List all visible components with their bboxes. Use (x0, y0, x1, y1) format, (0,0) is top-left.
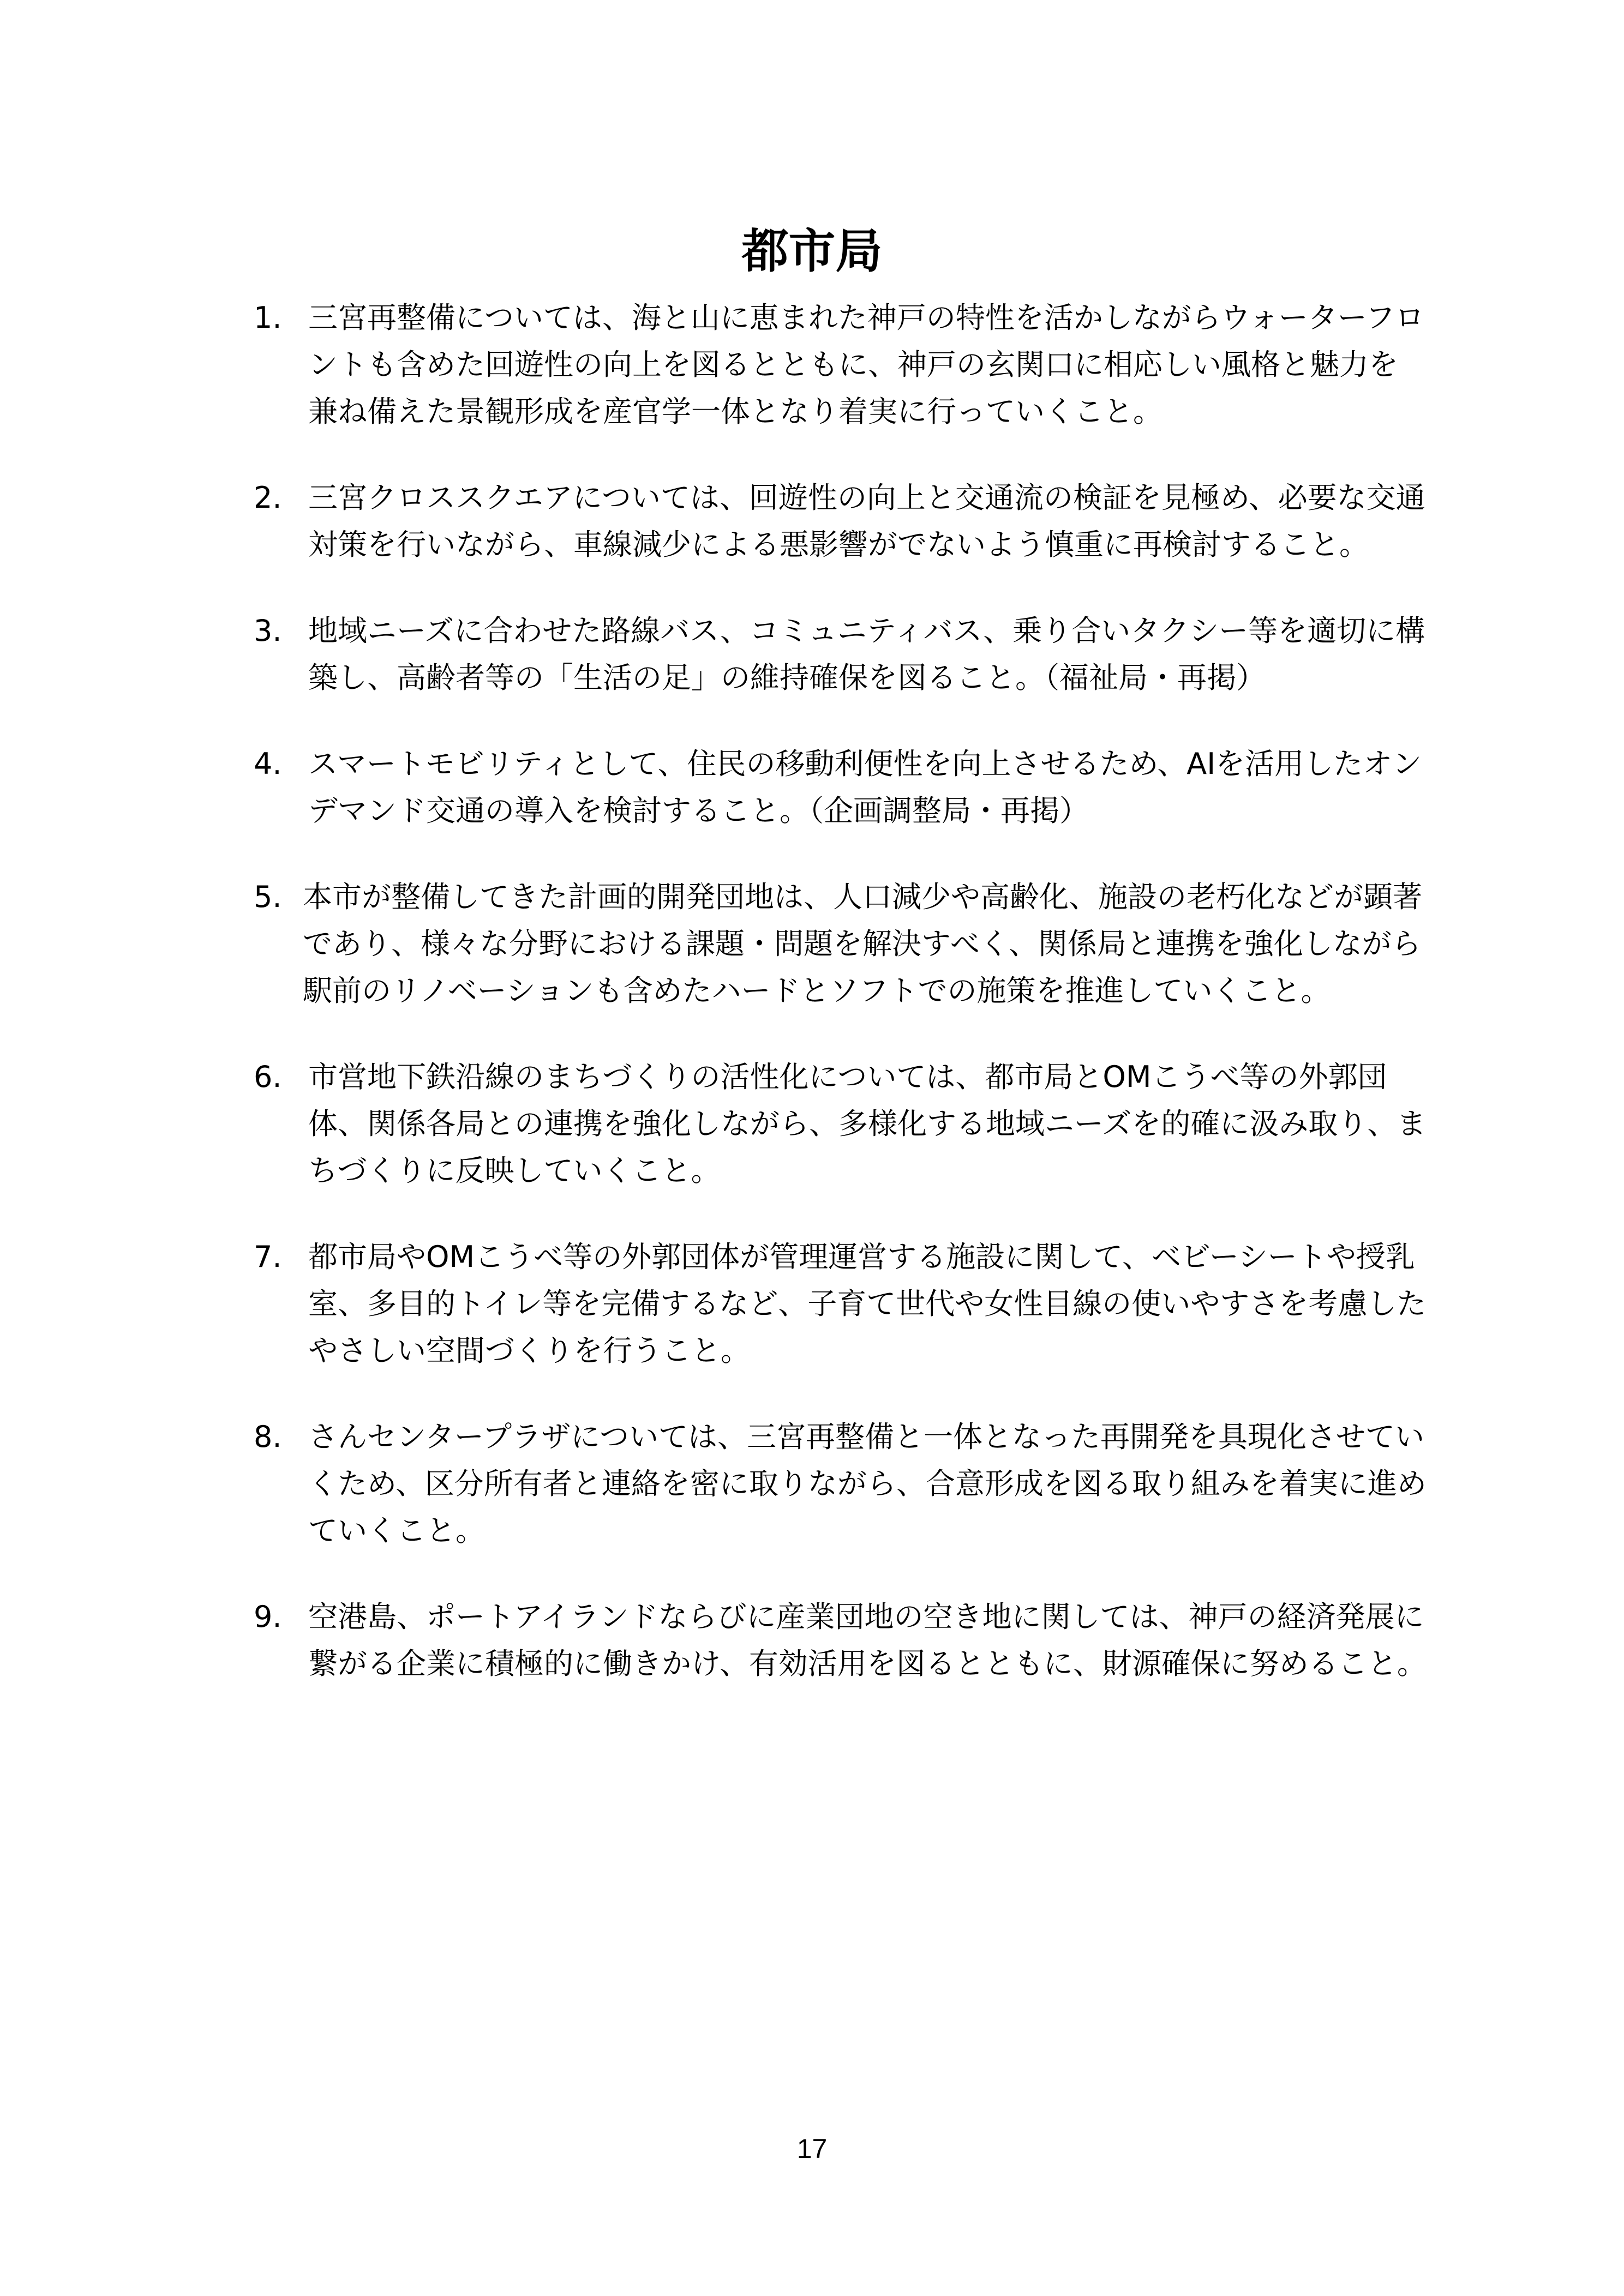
item-number: 7. (254, 1240, 282, 1274)
item-number: 5. (254, 880, 282, 914)
item-number: 3. (254, 614, 282, 648)
list-item (254, 608, 1427, 701)
list-item (254, 741, 1427, 834)
item-text: スマートモビリティとして、住民の移動利便性を向上させるため、AIを活用したオンデマンド交通の導入を検討すること。（企画調整局・再掲） (308, 747, 1422, 828)
list-item (254, 1594, 1427, 1687)
item-number: 8. (254, 1420, 282, 1454)
page-number: 17 (796, 2133, 828, 2164)
list-item (254, 1054, 1427, 1194)
list-item (254, 1414, 1427, 1554)
page-title: 都市局 (741, 224, 883, 279)
item-number: 4. (254, 747, 282, 781)
item-text: 市営地下鉄沿線のまちづくりの活性化については、都市局とOMこうべ等の外郭団体、関係各局との連携を強化しながら、多様化する地域ニーズを的確に汲み取り、まちづくりに反映していくこと。 (308, 1060, 1427, 1188)
item-number: 9. (254, 1600, 282, 1634)
item-text: さんセンタープラザについては、三宮再整備と一体となった再開発を具現化させていくため、区分所有者と連絡を密に取りながら、合意形成を図る取り組みを着実に進めていくこと。 (308, 1420, 1427, 1548)
item-number: 2. (254, 480, 282, 515)
item-text: 空港島、ポートアイランドならびに産業団地の空き地に関しては、神戸の経済発展に繋がる企業に積極的に働きかけ、有効活用を図るとともに、財源確保に努めること。 (308, 1600, 1427, 1681)
item-text: 三宮クロススクエアについては、回遊性の向上と交通流の検証を見極め、必要な交通対策を行いながら、車線減少による悪影響がでないよう慎重に再検討すること。 (308, 480, 1425, 562)
item-text: 都市局やOMこうべ等の外郭団体が管理運営する施設に関して、ベビーシートや授乳室、多目的トイレ等を完備するなど、子育て世代や女性目線の使いやすさを考慮したやさしい空間づくりを行うこと。 (308, 1240, 1427, 1368)
list-item (254, 1234, 1427, 1374)
item-text: 地域ニーズに合わせた路線バス、コミュニティバス、乗り合いタクシー等を適切に構築し、高齢者等の「生活の足」の維持確保を図ること。（福祉局・再掲） (308, 614, 1425, 695)
item-text: 三宮再整備については、海と山に恵まれた神戸の特性を活かしながらウォーターフロントも含めた回遊性の向上を図るとともに、神戸の玄関口に相応しい風格と魅力を兼ね備えた景観形成を産官学一体となり着実に行っていくこと。 (308, 300, 1425, 429)
list-item (254, 294, 1427, 435)
item-number: 6. (254, 1060, 282, 1094)
list-item (254, 474, 1427, 568)
list-item (254, 874, 1427, 1014)
item-text: 本市が整備してきた計画的開発団地は、人口減少や高齢化、施設の老朽化などが顕著であり、様々な分野における課題・問題を解決すべく、関係局と連携を強化しながら駅前のリノベーションも含めたハードとソフトでの施策を推進していくこと。 (303, 880, 1422, 1008)
item-number: 1. (254, 300, 282, 335)
request-list (254, 294, 1427, 1727)
